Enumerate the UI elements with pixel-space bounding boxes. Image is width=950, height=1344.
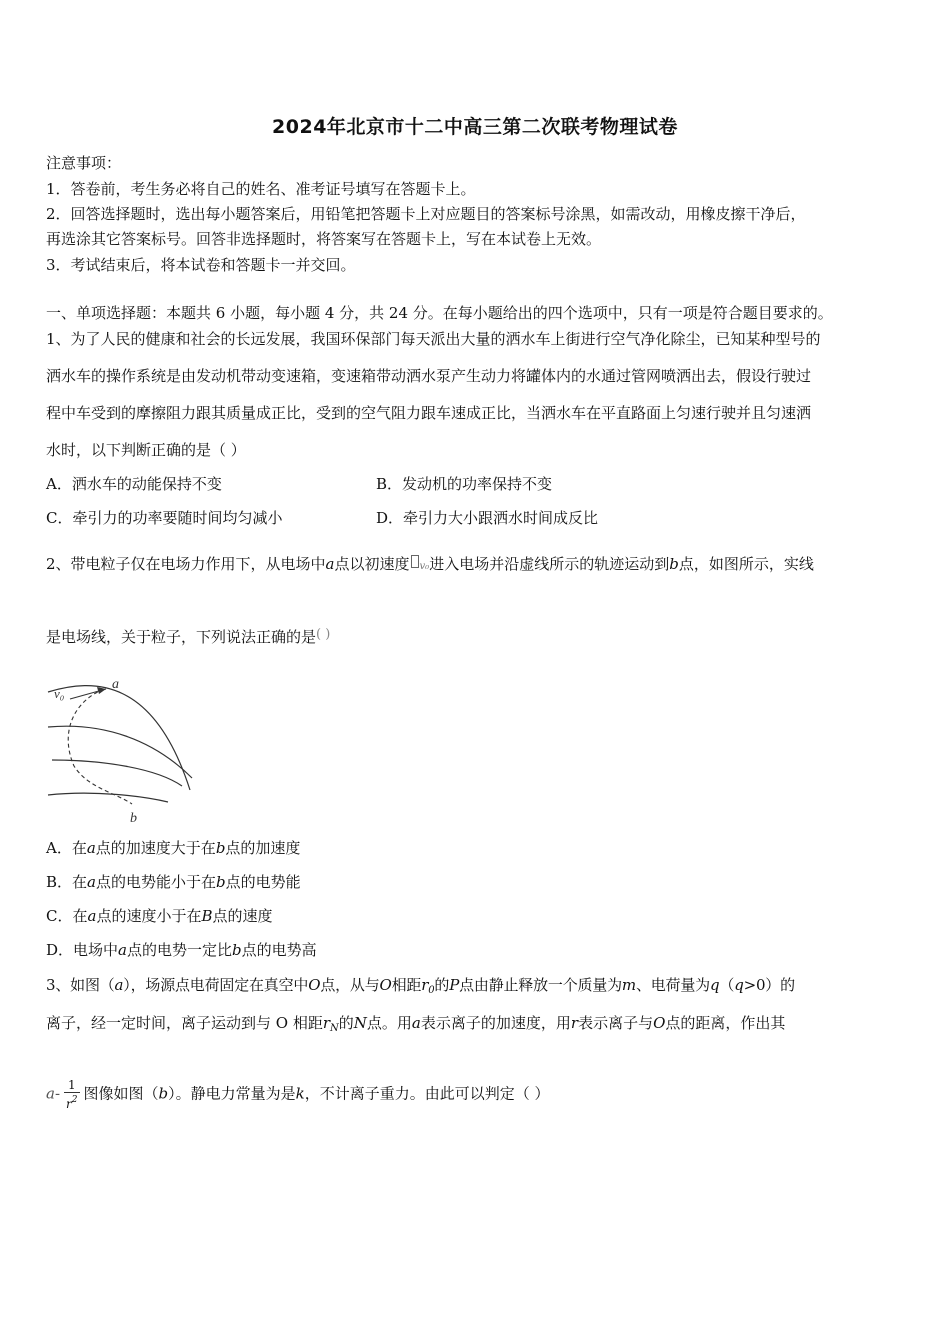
field-line-1 [48, 686, 190, 790]
q1-option-a[interactable]: A．洒水车的动能保持不变 [46, 475, 222, 493]
q2-line-1: 2、带电粒子仅在电场力作用下，从电场中a点以初速度 v₀进入电场并沿虚线所示的轨迹运动到b点，如图所示，实线 [46, 555, 814, 573]
q1-option-d[interactable]: D．牵引力大小跟洒水时间成反比 [376, 509, 599, 527]
notice-item-2-cont: 再选涂其它答案标号。回答非选择题时，将答案写在答题卡上，写在本试卷上无效。 [46, 230, 602, 248]
inverse-square-fraction: $\frac{1}{r^2}$ [66, 1078, 78, 1111]
field-line-4 [48, 793, 168, 802]
q3-line-2: 离子，经一定时间，离子运动到与 O 相距$r_N$的N点。用a表示离子的加速度，用r表示离子与O点的距离，作出其 [46, 1014, 786, 1034]
section-heading: 一、单项选择题：本题共 6 小题，每小题 4 分，共 24 分。在每小题给出的四个选项中，只有一项是符合题目要求的。 [46, 304, 833, 322]
label-b: b [130, 811, 137, 826]
q1-line-4: 水时，以下判断正确的是（ ） [46, 441, 246, 459]
q2-option-a[interactable]: A．在a点的加速度大于在b点的加速度 [46, 839, 301, 857]
q1-option-c[interactable]: C．牵引力的功率要随时间均匀减小 [46, 509, 283, 527]
q2-option-d[interactable]: D．电场中a点的电势一定比b点的电势高 [46, 941, 317, 959]
q3-line-1: 3、如图（a），场源点电荷固定在真空中O点，从与O相距$r_0$的P点由静止释放一个质量为m、电荷量为q（q>0）的 [46, 976, 795, 996]
notice-item-1: 1．答卷前，考生务必将自己的姓名、准考证号填写在答题卡上。 [46, 180, 476, 198]
missing-glyph-icon [411, 555, 419, 568]
field-line-3 [52, 760, 182, 786]
label-a: a [112, 677, 119, 692]
page-title: 2024年北京市十二中高三第二次联考物理试卷 [272, 116, 678, 138]
notice-item-3: 3．考试结束后，将本试卷和答题卡一并交回。 [46, 256, 356, 274]
q1-line-3: 程中车受到的摩擦阻力跟其质量成正比，受到的空气阻力跟车速成正比，当洒水车在平直路面上匀速行驶并且匀速洒 [46, 404, 812, 422]
q2-option-b[interactable]: B．在a点的电势能小于在b点的电势能 [46, 873, 301, 891]
q1-line-1: 1、为了人民的健康和社会的长远发展，我国环保部门每天派出大量的洒水车上街进行空气净化除尘，已知某种型号的 [46, 330, 821, 348]
q2-option-c[interactable]: C．在a点的速度小于在B点的速度 [46, 907, 273, 925]
q1-line-2: 洒水车的操作系统是由发动机带动变速箱，变速箱带动洒水泵产生动力将罐体内的水通过管网喷洒出去，假设行驶过 [46, 367, 812, 385]
notice-heading: 注意事项： [46, 154, 122, 172]
q1-option-b[interactable]: B．发动机的功率保持不变 [376, 475, 553, 493]
notice-item-2: 2．回答选择题时，选出每小题答案后，用铅笔把答题卡上对应题目的答案标号涂黑，如需改动，用橡皮擦干净后， [46, 205, 806, 223]
trajectory-dashed [68, 689, 132, 804]
electric-field-figure [44, 672, 204, 827]
q3-line-3: a- $\frac{1}{r^2}$ 图像如图（b）。静电力常量为是k，不计离子重力。由此可以判定（ ） [46, 1078, 550, 1111]
label-v0: v₀ [54, 686, 65, 701]
q2-line-2: 是电场线，关于粒子，下列说法正确的是( ) [46, 627, 331, 646]
